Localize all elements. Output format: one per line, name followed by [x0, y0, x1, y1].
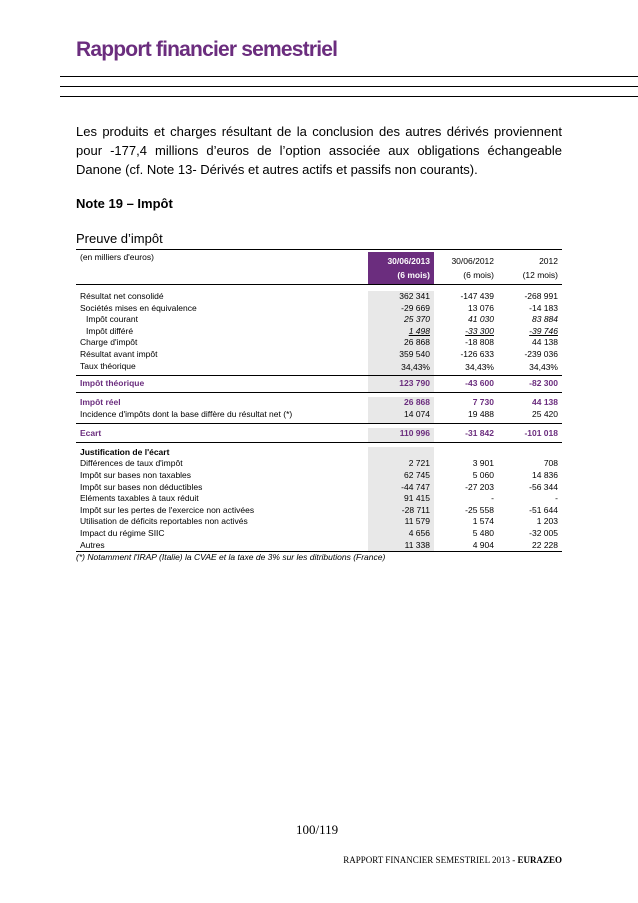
page-footer: RAPPORT FINANCIER SEMESTRIEL 2013 - EURAZEO	[343, 855, 562, 865]
note-title: Note 19 – Impôt	[76, 196, 173, 211]
unit-label: (en milliers d'euros)	[76, 252, 368, 285]
intro-paragraph: Les produits et charges résultant de la conclusion des autres dérivés proviennent pour -177,4 millions d’euros de l’option associée aux obligations échangeable Danone (cf. Note 13- Dérivés et autres actifs et passifs non courants).	[76, 124, 562, 177]
footnote-row: (*) Notamment l'IRAP (Italie) la CVAE et la taxe de 3% sur les ditributions (France)	[76, 552, 386, 563]
table-row: Résultat avant impôt 359 540 -126 633 -239 036	[80, 348, 558, 359]
table-row: Incidence d'impôts dont la base diffère du résultat net (*) 14 074 19 488 25 420	[76, 409, 562, 424]
col-header-2012: 2012 (12 mois)	[498, 252, 562, 285]
col-header-2013: 30/06/2013 (6 mois)	[368, 252, 434, 285]
table-row: Impact du régime SIIC 4 656 5 480 -32 005	[80, 527, 558, 538]
table-row: Impôt sur les pertes de l'exercice non activées -28 711 -25 558 -51 644	[80, 504, 558, 515]
table-row: Impôt sur bases non taxables 62 745 5 060 14 836	[80, 469, 558, 480]
table-row: Impôt différé 1 498 -33 300 -39 746	[86, 325, 558, 336]
table-row: Sociétés mises en équivalence -29 669 13 076 -14 183	[80, 302, 558, 313]
col-header-2012h1: 30/06/2012 (6 mois)	[434, 252, 498, 285]
header-rule-1	[60, 76, 638, 77]
subtitle-rule	[76, 249, 562, 250]
table-row: Résultat net consolidé 362 341 -147 439 -268 991	[80, 291, 558, 301]
table-header-row	[76, 252, 562, 285]
table-row: Eléments taxables à taux réduit 91 415 - -	[80, 493, 558, 504]
section-subtitle: Preuve d’impôt	[76, 231, 163, 246]
table-row: Différences de taux d'impôt 2 721 3 901 708	[80, 458, 558, 469]
page-title: Rapport financier semestriel	[76, 38, 338, 61]
table-row: Impôt sur bases non déductibles -44 747 -27 203 -56 344	[80, 481, 558, 492]
table-row-ecart: Ecart 110 996 -31 842 -101 018	[76, 428, 562, 443]
header-rule-3	[60, 96, 638, 97]
justification-title-row: Justification de l'écart	[76, 447, 562, 459]
table-row-reel: Impôt réel 26 868 7 730 44 138	[80, 397, 558, 408]
table-row: Charge d'impôt 26 868 -18 808 44 138	[80, 337, 558, 348]
tax-proof-table	[76, 252, 562, 564]
table-row: Impôt courant 25 370 41 030 83 884	[86, 314, 558, 325]
header-rule-2	[60, 86, 638, 87]
table-row: Autres 11 338 4 904 22 228	[76, 540, 562, 552]
table-row-theorique: Impôt théorique 123 790 -43 600 -82 300	[76, 376, 562, 393]
table-row: Utilisation de déficits reportables non activés 11 579 1 574 1 203	[80, 516, 558, 527]
table-row: Taux théorique 34,43% 34,43% 34,43%	[76, 361, 562, 376]
page-number: 100/119	[296, 822, 339, 837]
